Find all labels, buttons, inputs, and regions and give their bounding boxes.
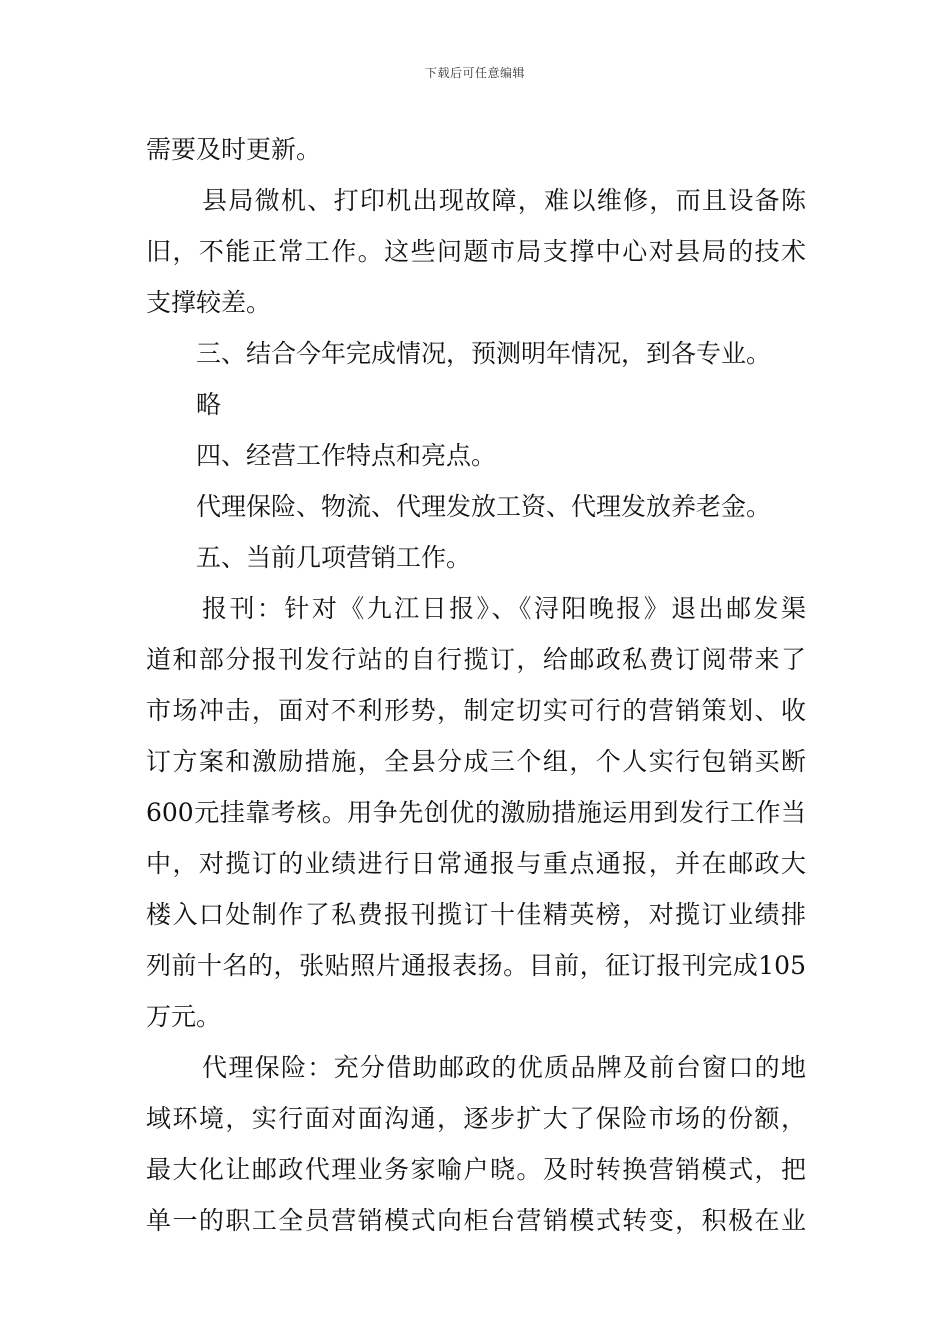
header-watermark-text: 下载后可任意编辑 [424, 66, 525, 80]
paragraph-line: 市场冲击，面对不利形势，制定切实可行的营销策划、收 [146, 696, 806, 725]
paragraph-line: 五、当前几项营销工作。 [196, 543, 472, 572]
paragraph-line: 600元挂靠考核。用争先创优的激励措施运用到发行工作当 [146, 798, 806, 827]
paragraph-line: 四、经营工作特点和亮点。 [196, 441, 497, 470]
document-body [146, 124, 806, 1246]
paragraph-line: 代理保险：充分借助邮政的优质品牌及前台窗口的地 [202, 1053, 806, 1082]
paragraph-line: 域环境，实行面对面沟通，逐步扩大了保险市场的份额， [146, 1104, 806, 1133]
page-header [0, 64, 950, 81]
paragraph-line: 最大化让邮政代理业务家喻户晓。及时转换营销模式，把 [146, 1155, 806, 1184]
paragraph-line: 道和部分报刊发行站的自行揽订，给邮政私费订阅带来了 [146, 645, 806, 674]
paragraph-line: 订方案和激励措施，全县分成三个组，个人实行包销买断 [146, 747, 806, 776]
paragraph-line: 中，对揽订的业绩进行日常通报与重点通报，并在邮政大 [146, 849, 806, 878]
paragraph-line: 代理保险、物流、代理发放工资、代理发放养老金。 [196, 492, 772, 521]
paragraph-line: 县局微机、打印机出现故障，难以维修，而且设备陈 [202, 186, 806, 215]
paragraph-line: 楼入口处制作了私费报刊揽订十佳精英榜，对揽订业绩排 [146, 900, 806, 929]
paragraph-line: 需要及时更新。 [146, 135, 322, 164]
paragraph-line: 单一的职工全员营销模式向柜台营销模式转变，积极在业 [146, 1206, 806, 1235]
paragraph-line: 报刊：针对《九江日报》、《浔阳晚报》退出邮发渠 [202, 594, 806, 623]
paragraph-line: 万元。 [146, 1002, 222, 1031]
paragraph-line: 旧，不能正常工作。这些问题市局支撑中心对县局的技术 [146, 237, 806, 266]
paragraph-line: 三、结合今年完成情况，预测明年情况，到各专业。 [196, 339, 772, 368]
paragraph-line: 略 [196, 390, 222, 419]
paragraph-line: 支撑较差。 [146, 288, 272, 317]
paragraph-line: 列前十名的，张贴照片通报表扬。目前，征订报刊完成105 [146, 951, 806, 980]
